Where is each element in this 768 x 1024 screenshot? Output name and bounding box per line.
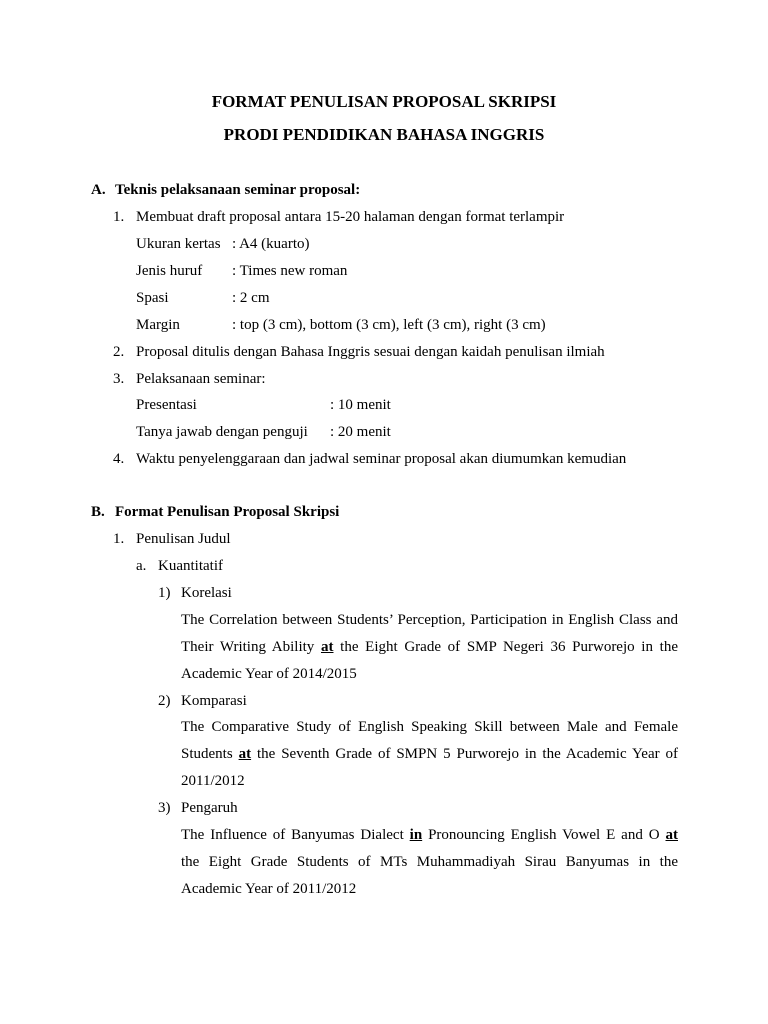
example-title-line: the Eight Grade Students of MTs Muhammadiyah Sirau Banyumas in the (181, 854, 678, 870)
list-item-text: Membuat draft proposal antara 15-20 halaman dengan format terlampir (136, 209, 565, 225)
example-title-line: Students at the Seventh Grade of SMPN 5 Purworejo in the Academic Year of (181, 746, 678, 762)
schedule-value: : 20 menit (330, 424, 391, 440)
example-number: 2) (158, 693, 171, 709)
sublist-text: Kuantitatif (158, 558, 223, 574)
list-number: 2. (113, 344, 125, 360)
emphasis-keyword: at (320, 639, 334, 655)
list-number: 3. (113, 371, 125, 387)
emphasis-keyword: at (238, 746, 252, 762)
spec-value: : A4 (kuarto) (232, 236, 310, 252)
section-b-title: Format Penulisan Proposal Skripsi (115, 504, 340, 520)
list-item-text: Waktu penyelenggaraan dan jadwal seminar proposal akan diumumkan kemudian (136, 451, 627, 467)
example-type: Komparasi (181, 693, 247, 709)
document-subtitle: PRODI PENDIDIKAN BAHASA INGGRIS (223, 125, 545, 144)
example-title-line: Their Writing Ability at the Eight Grade of SMP Negeri 36 Purworejo in the (181, 639, 678, 655)
schedule-label: Presentasi (136, 397, 197, 413)
example-number: 1) (158, 585, 171, 601)
emphasis-keyword: at (665, 827, 678, 843)
example-title-line: Academic Year of 2014/2015 (181, 666, 357, 682)
section-a-marker: A. (91, 182, 106, 198)
example-title-line: Academic Year of 2011/2012 (181, 881, 357, 897)
spec-label: Ukuran kertas (136, 236, 221, 252)
example-number: 3) (158, 800, 171, 816)
section-a-title: Teknis pelaksanaan seminar proposal: (115, 182, 361, 198)
spec-value: : 2 cm (232, 290, 270, 306)
example-title-line: The Correlation between Students’ Perception, Participation in English Class and (181, 612, 678, 628)
spec-value: : Times new roman (232, 263, 348, 279)
spec-label: Margin (136, 317, 180, 333)
example-type: Korelasi (181, 585, 232, 601)
spec-label: Jenis huruf (136, 263, 203, 279)
section-b-marker: B. (91, 504, 105, 520)
list-item-text: Proposal ditulis dengan Bahasa Inggris sesuai dengan kaidah penulisan ilmiah (136, 344, 605, 360)
emphasis-keyword: in (409, 827, 423, 843)
list-item-text: Penulisan Judul (136, 531, 231, 547)
example-title-line: The Influence of Banyumas Dialect in Pronouncing English Vowel E and O at (181, 827, 678, 843)
list-item-text: Pelaksanaan seminar: (136, 371, 266, 387)
example-title-line: 2011/2012 (181, 773, 245, 789)
list-number: 4. (113, 451, 125, 467)
list-number: 1. (113, 531, 125, 547)
spec-value: : top (3 cm), bottom (3 cm), left (3 cm), right (3 cm) (232, 317, 546, 333)
document-title: FORMAT PENULISAN PROPOSAL SKRIPSI (211, 92, 557, 111)
schedule-value: : 10 menit (330, 397, 391, 413)
example-title-line: The Comparative Study of English Speaking Skill between Male and Female (181, 719, 678, 735)
schedule-label: Tanya jawab dengan penguji (136, 424, 308, 440)
sublist-marker: a. (136, 558, 147, 574)
example-type: Pengaruh (181, 800, 238, 816)
list-number: 1. (113, 209, 125, 225)
spec-label: Spasi (136, 290, 169, 306)
